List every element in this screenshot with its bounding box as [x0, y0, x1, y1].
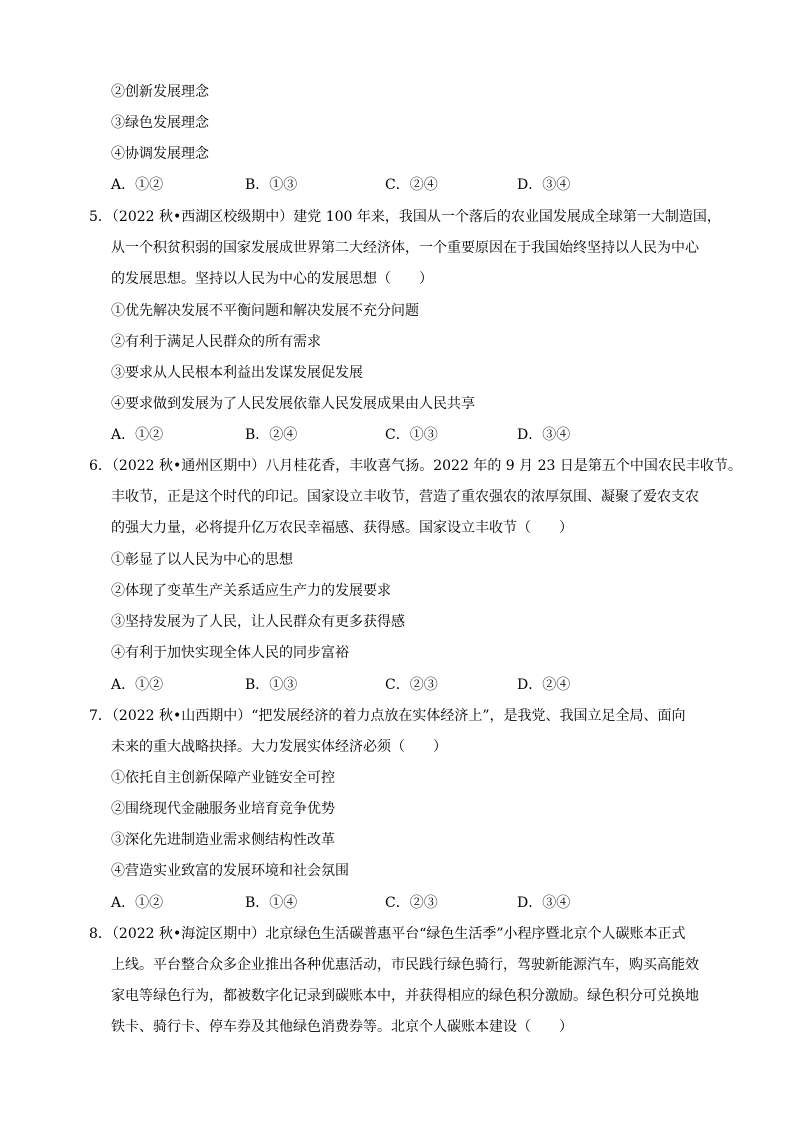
option-4: ④营造实业致富的发展环境和社会氛围: [111, 863, 349, 879]
question-stem: 6．（2022 秋•通州区期中）八月桂花香，丰收喜气扬。2022 年的 9 月 23 日是第五个中国农民丰收节。: [89, 458, 742, 474]
option-3: ③要求从人民根本利益出发谋发展促发展: [111, 365, 363, 381]
choice-b: B．②④: [245, 427, 298, 443]
option-2: ②围绕现代金融服务业培育竞争优势: [111, 801, 335, 817]
choice-b: B．①④: [245, 895, 298, 911]
question-stem: 5．（2022 秋•西湖区校级期中）建党 100 年来，我国从一个落后的农业国发展成全球第一大制造国，: [89, 209, 721, 225]
choice-c: C．②③: [385, 677, 438, 693]
option-2: ②体现了变革生产关系适应生产力的发展要求: [111, 583, 391, 599]
choice-a: A．①②: [111, 895, 164, 911]
option-2: ②创新发展理念: [111, 84, 209, 100]
question-stem: 从一个积贫积弱的国家发展成世界第二大经济体，一个重要原因在于我国始终坚持以人民为中心: [111, 240, 699, 256]
choice-d: D．③④: [517, 895, 571, 911]
option-1: ①彰显了以人民为中心的思想: [111, 552, 293, 568]
question-stem: 的发展思想。坚持以人民为中心的发展思想（ ）: [111, 271, 433, 287]
question-stem: 7．（2022 秋•山西期中）“把发展经济的着力点放在实体经济上”，是我党、我国立足全局、面向: [89, 708, 686, 724]
question-stem: 8．（2022 秋•海淀区期中）北京绿色生活碳普惠平台“绿色生活季”小程序暨北京个人碳账本正式: [89, 926, 686, 942]
option-3: ③深化先进制造业需求侧结构性改革: [111, 832, 335, 848]
question-stem: 丰收节，正是这个时代的印记。国家设立丰收节，营造了重农强农的浓厚氛围、凝聚了爱农支农: [111, 489, 699, 505]
choice-d: D．③④: [517, 177, 571, 193]
option-4: ④协调发展理念: [111, 146, 209, 162]
option-4: ④有利于加快实现全体人民的同步富裕: [111, 645, 349, 661]
option-4: ④要求做到发展为了人民发展依靠人民发展成果由人民共享: [111, 396, 475, 412]
choice-c: C．②③: [385, 895, 438, 911]
option-1: ①依托自主创新保障产业链安全可控: [111, 770, 335, 786]
question-stem: 未来的重大战略抉择。大力发展实体经济必须（ ）: [111, 739, 447, 755]
choice-a: A．①②: [111, 177, 164, 193]
option-1: ①优先解决发展不平衡问题和解决发展不充分问题: [111, 303, 419, 319]
option-3: ③坚持发展为了人民，让人民群众有更多获得感: [111, 614, 405, 630]
question-stem: 铁卡、骑行卡、停车券及其他绿色消费券等。北京个人碳账本建设（ ）: [111, 1019, 573, 1035]
question-stem: 上线。平台整合众多企业推出各种优惠活动，市民践行绿色骑行，驾驶新能源汽车，购买高能效: [111, 957, 699, 973]
choice-d: D．③④: [517, 427, 571, 443]
choice-b: B．①③: [245, 677, 298, 693]
choice-a: A．①②: [111, 677, 164, 693]
question-stem: 的强大力量，必将提升亿万农民幸福感、获得感。国家设立丰收节（ ）: [111, 520, 573, 536]
choice-a: A．①②: [111, 427, 164, 443]
option-2: ②有利于满足人民群众的所有需求: [111, 334, 321, 350]
choice-c: C．①③: [385, 427, 438, 443]
choice-c: C．②④: [385, 177, 438, 193]
choice-d: D．②④: [517, 677, 571, 693]
choice-b: B．①③: [245, 177, 298, 193]
option-3: ③绿色发展理念: [111, 115, 209, 131]
question-stem: 家电等绿色行为，都被数字化记录到碳账本中，并获得相应的绿色积分激励。绿色积分可兑换地: [111, 988, 699, 1004]
